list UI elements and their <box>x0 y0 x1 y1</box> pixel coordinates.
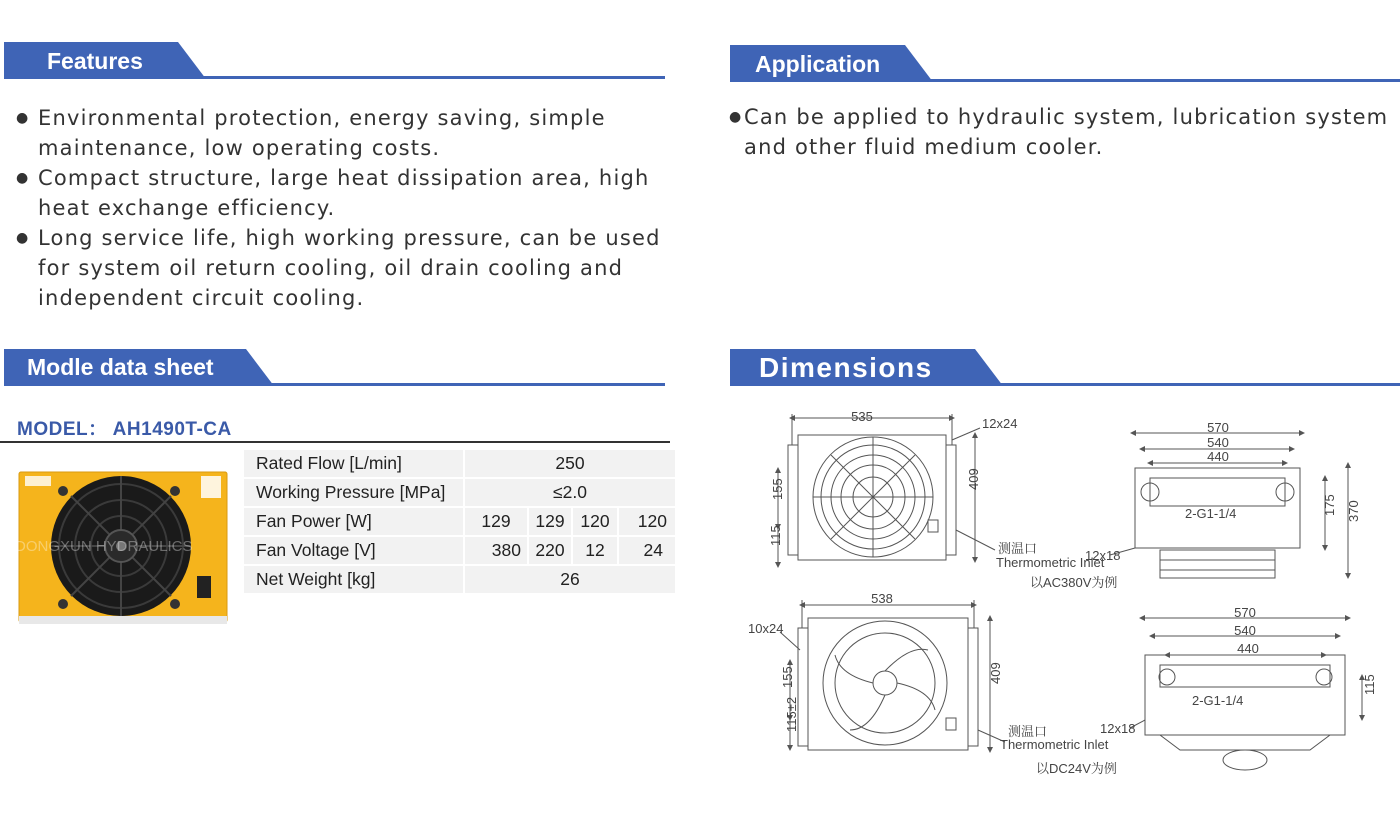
row-value: 250 <box>465 450 675 477</box>
dc-front-slot: 10x24 <box>748 621 784 636</box>
dc-inlet-cn: 测温口 <box>1008 724 1048 739</box>
ac-front-width: 535 <box>851 409 873 424</box>
ac-front-slot: 12x24 <box>982 416 1018 431</box>
tab-slant <box>905 45 935 82</box>
table-row <box>244 566 675 593</box>
ac-top-h1: 175 <box>1322 494 1337 516</box>
spec-table <box>242 448 677 595</box>
dc-front-height: 409 <box>988 662 1003 684</box>
tab-slant <box>178 42 208 79</box>
ac-top-slot: 12x18 <box>1085 548 1121 563</box>
row-value: 120 <box>619 508 675 535</box>
application-list <box>729 102 1389 162</box>
dc-top-port: 2-G1-1/4 <box>1192 693 1244 708</box>
row-value: 12 <box>573 537 617 564</box>
model-label: MODEL： AH1490T-CA <box>17 419 232 440</box>
ac-front-view <box>778 414 995 565</box>
feature-item: ● Compact structure, large heat dissipation area, high heat exchange efficiency. <box>16 166 650 220</box>
datasheet-section-header <box>4 349 665 387</box>
row-label: Net Weight [kg] <box>244 566 463 593</box>
tab-slant <box>246 349 276 386</box>
dimension-drawings <box>730 400 1400 800</box>
ac-caption: 以AC380V为例 <box>1030 575 1118 590</box>
dc-top-h1: 115 <box>1362 674 1377 695</box>
dc-front-width: 538 <box>871 591 893 606</box>
ac-inlet-cn: 测温口 <box>998 541 1038 556</box>
dimensions-section-header <box>730 349 1400 387</box>
dc-caption: 以DC24V为例 <box>1036 761 1117 776</box>
feature-item: ● Long service life, high working pressure, can be used for system oil return cooling, oil drain cooling and independent circuit cooling. <box>16 226 661 310</box>
row-value: 129 <box>529 508 571 535</box>
application-title: Application <box>755 51 881 77</box>
ac-front-h2: 115 <box>768 525 783 546</box>
row-label: Fan Voltage [V] <box>244 537 463 564</box>
row-value: 129 <box>465 508 527 535</box>
ac-top-port: 2-G1-1/4 <box>1185 506 1237 521</box>
dc-top-slot: 12x18 <box>1100 721 1136 736</box>
ac-top-w1: 570 <box>1207 420 1229 435</box>
row-value: ≤2.0 <box>465 479 675 506</box>
table-row <box>244 479 675 506</box>
dc-front-h2: 115±2 <box>784 696 799 732</box>
dimensions-title: Dimensions <box>759 352 933 383</box>
model-divider <box>0 441 670 443</box>
dc-top-w3: 440 <box>1237 641 1259 656</box>
product-photo <box>15 466 235 631</box>
row-label: Fan Power [W] <box>244 508 463 535</box>
row-value: 26 <box>465 566 675 593</box>
dc-inlet-en: Thermometric Inlet <box>1000 737 1109 752</box>
table-row <box>244 450 675 477</box>
dc-top-w1: 570 <box>1234 605 1256 620</box>
dc-front-h1: 155 <box>780 666 795 688</box>
table-row <box>244 508 675 535</box>
row-label: Working Pressure [MPa] <box>244 479 463 506</box>
feature-item: ● Environmental protection, energy saving, simple maintenance, low operating costs. <box>16 106 606 160</box>
features-section-header <box>4 42 665 80</box>
application-item: ● Can be applied to hydraulic system, lubrication system and other fluid medium cooler. <box>729 105 1389 159</box>
photo-watermark: DONGXUN HYDRAULICS <box>15 538 193 555</box>
row-value: 24 <box>619 537 675 564</box>
row-value: 220 <box>529 537 571 564</box>
row-value: 120 <box>573 508 617 535</box>
dc-front-view <box>780 600 1005 750</box>
ac-top-h2: 370 <box>1346 500 1361 522</box>
ac-front-height: 409 <box>966 468 981 490</box>
features-list <box>16 103 661 313</box>
ac-front-h1: 155 <box>770 478 785 500</box>
application-section-header <box>730 45 1400 83</box>
ac-top-w3: 440 <box>1207 449 1229 464</box>
ac-inlet-en: Thermometric Inlet <box>996 555 1105 570</box>
table-row <box>244 537 675 564</box>
row-label: Rated Flow [L/min] <box>244 450 463 477</box>
datasheet-title: Modle data sheet <box>27 354 214 380</box>
ac-top-w2: 540 <box>1207 435 1229 450</box>
features-title: Features <box>47 48 143 74</box>
dc-top-w2: 540 <box>1234 623 1256 638</box>
row-value: 380 <box>465 537 527 564</box>
tab-slant <box>975 349 1005 386</box>
